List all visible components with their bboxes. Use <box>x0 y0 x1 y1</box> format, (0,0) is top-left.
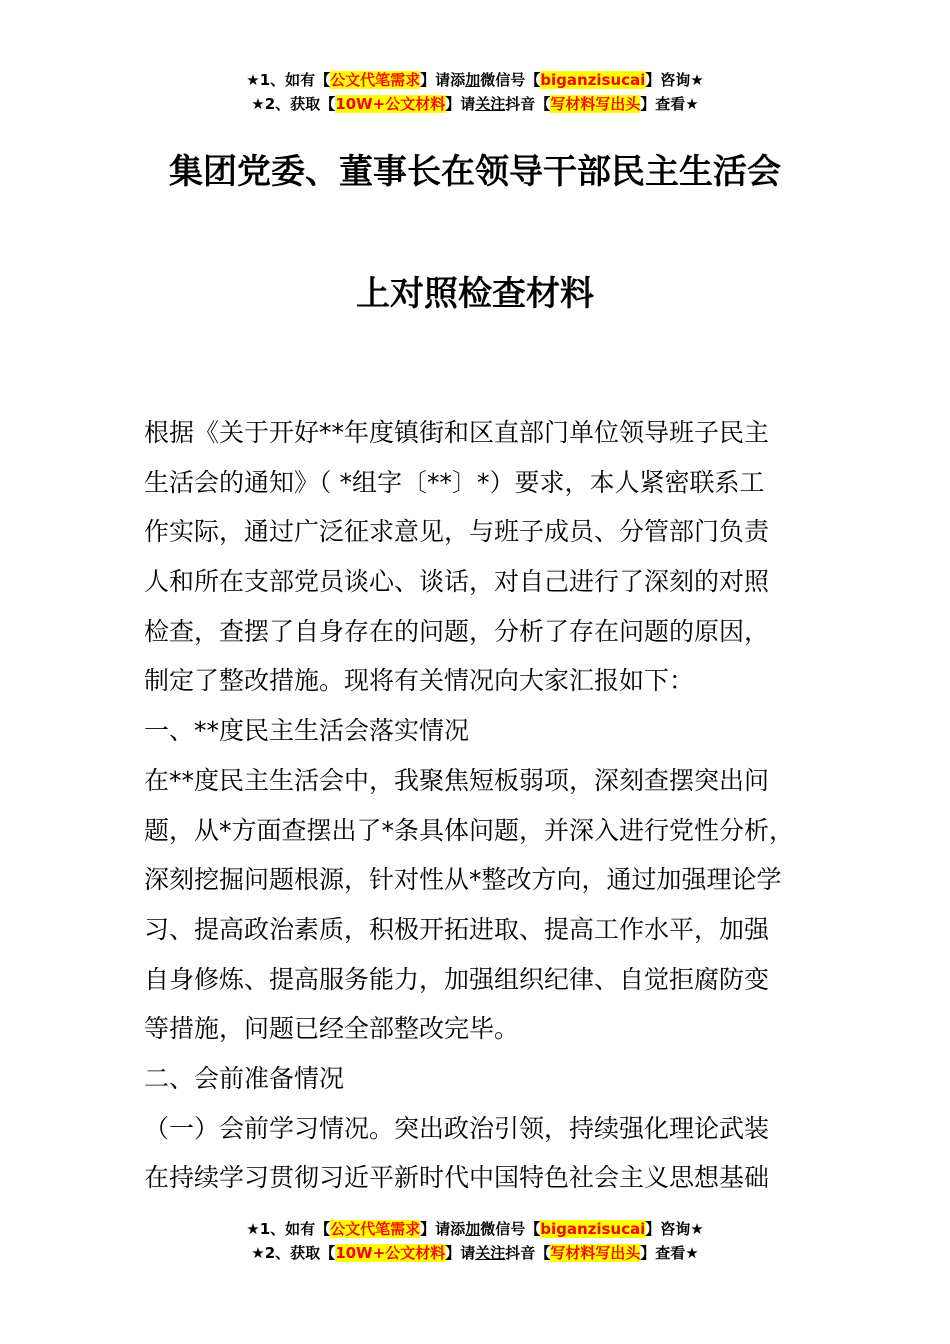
body-line: 检查，查摆了自身存在的问题，分析了存在问题的原因， <box>144 616 770 646</box>
body-line: 制定了整改措施。现将有关情况向大家汇报如下： <box>144 666 695 696</box>
highlight-douyin-account: 写材料写出头 <box>550 1244 641 1262</box>
body-line: 自身修炼、提高服务能力，加强组织纪律、自觉拒腐防变 <box>144 964 770 994</box>
body-line: 题，从*方面查摆出了*条具体问题，并深入进行党性分析， <box>144 815 795 845</box>
highlight-douyin-account: 写材料写出头 <box>550 95 641 113</box>
document-title-line-1: 集团党委、董事长在领导干部民主生活会 <box>169 152 781 192</box>
body-line: 在持续学习贯彻习近平新时代中国特色社会主义思想基础 <box>144 1163 770 1193</box>
section-heading-1: 一、**度民主生活会落实情况 <box>144 716 470 746</box>
document-title-line-2: 上对照检查材料 <box>356 274 594 314</box>
highlight-materials: 10W+公文材料 <box>335 1244 446 1262</box>
body-line: 深刻挖掘问题根源，针对性从*整改方向，通过加强理论学 <box>144 865 782 895</box>
body-line: 习、提高政治素质，积极开拓进取、提高工作水平，加强 <box>144 914 770 944</box>
body-line: 根据《关于开好**年度镇街和区直部门单位领导班子民主 <box>144 418 770 447</box>
highlight-service: 公文代笔需求 <box>330 1220 421 1238</box>
highlight-service: 公文代笔需求 <box>330 71 421 89</box>
subsection-heading: （一）会前学习情况。突出政治引领，持续强化理论武装 <box>144 1113 770 1143</box>
body-line: 等措施，问题已经全部整改完毕。 <box>144 1014 520 1044</box>
footer-banner <box>0 1217 950 1265</box>
highlight-wechat-id: biganzisucai <box>540 71 646 89</box>
body-line: 作实际，通过广泛征求意见，与班子成员、分管部门负责 <box>144 517 770 547</box>
body-line: 在**度民主生活会中，我聚焦短板弱项，深刻查摆突出问 <box>144 765 770 795</box>
body-line: 人和所在支部党员谈心、谈话，对自己进行了深刻的对照 <box>144 567 770 597</box>
highlight-wechat-id: biganzisucai <box>540 1220 646 1238</box>
banner-line-2: ★2、获取【10W+公文材料】请关注抖音【写材料写出头】查看★ <box>251 1244 699 1262</box>
banner-line-1: ★1、如有【公文代笔需求】请添加微信号【biganzisucai】咨询★ <box>246 71 704 89</box>
document-body <box>144 408 844 1203</box>
header-banner <box>0 68 950 116</box>
body-line: 生活会的通知》（ *组字〔**〕*）要求，本人紧密联系工 <box>144 467 765 497</box>
section-heading-2: 二、会前准备情况 <box>144 1063 345 1093</box>
banner-line-1: ★1、如有【公文代笔需求】请添加微信号【biganzisucai】咨询★ <box>246 1220 704 1238</box>
highlight-materials: 10W+公文材料 <box>335 95 446 113</box>
banner-line-2: ★2、获取【10W+公文材料】请关注抖音【写材料写出头】查看★ <box>251 95 699 113</box>
